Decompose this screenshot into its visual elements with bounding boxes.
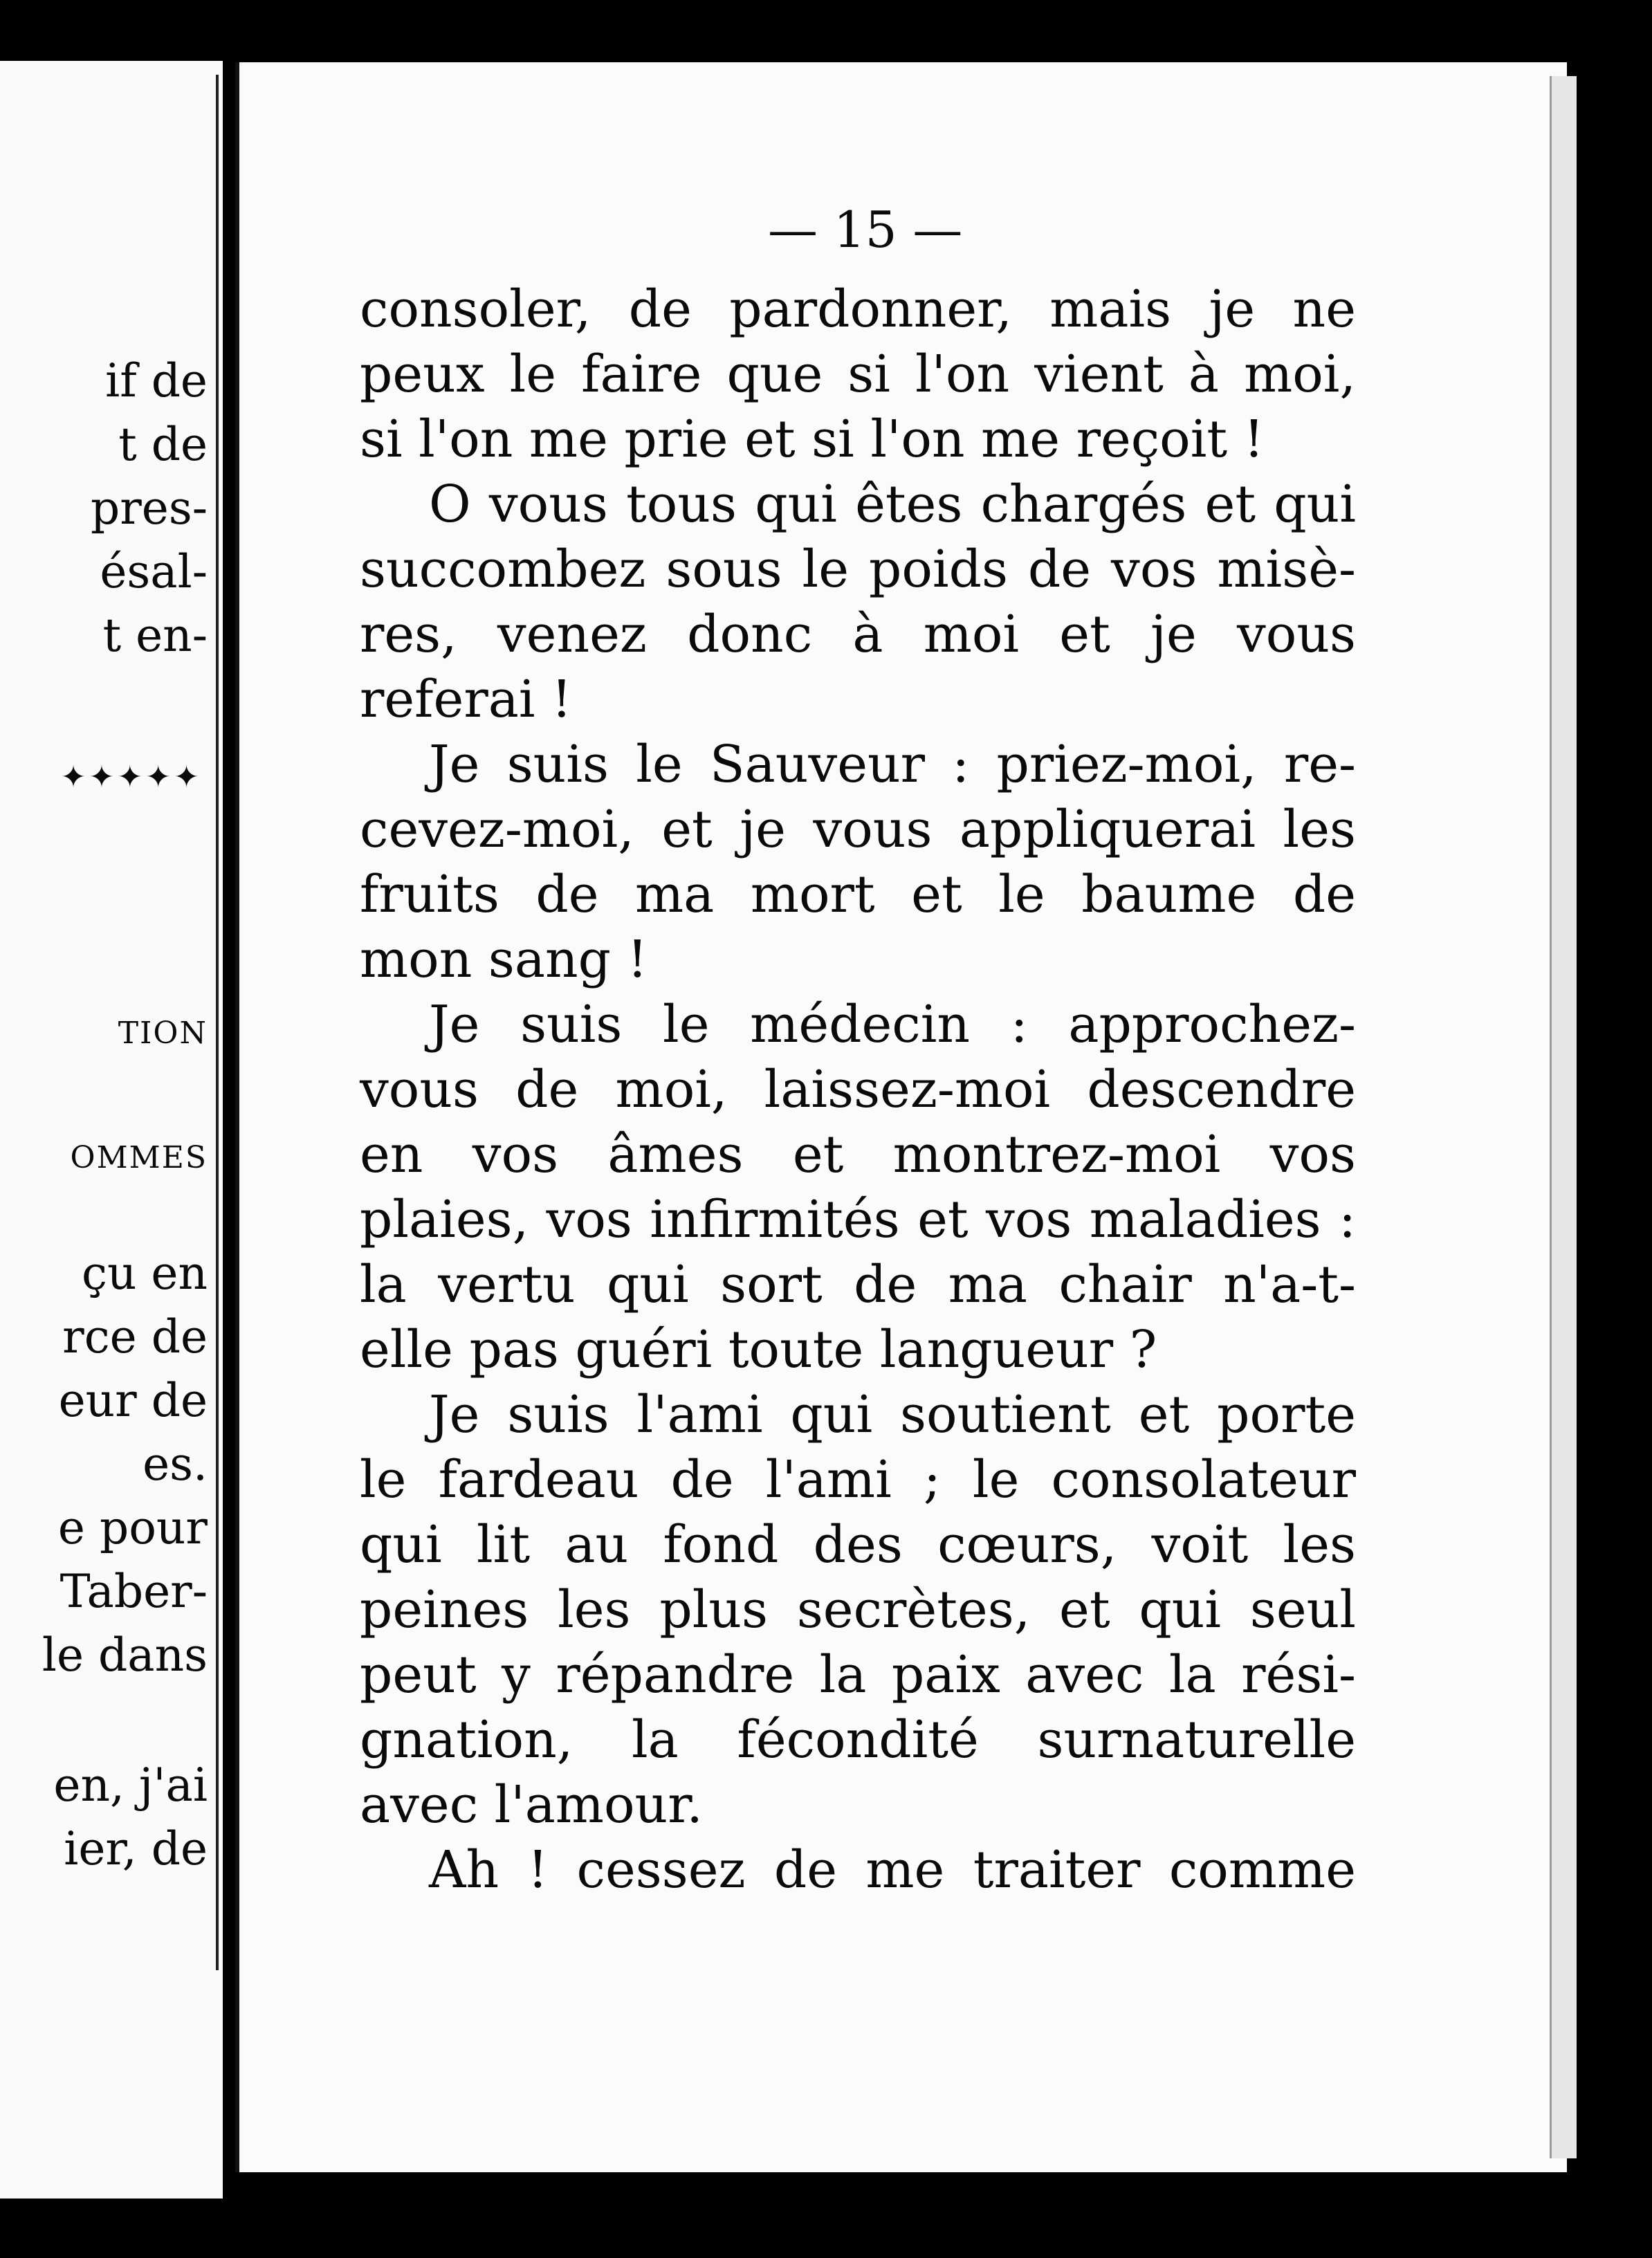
left-line: t de <box>118 418 208 471</box>
text-line: le fardeau de l'ami ; le consolateur <box>360 1450 1356 1509</box>
text-line: avec l'amour. <box>360 1775 703 1835</box>
text-line: elle pas guéri toute langueur ? <box>360 1320 1157 1379</box>
left-line: çu en <box>81 1247 208 1300</box>
text-line: peines les plus secrètes, et qui seul <box>360 1580 1356 1640</box>
text-line: fruits de ma mort et le baume de <box>360 865 1356 924</box>
text-line: succombez sous le poids de vos misè- <box>360 540 1356 599</box>
text-line: si l'on me prie et si l'on me reçoit ! <box>360 410 1265 469</box>
page-number: — 15 — <box>768 201 963 259</box>
left-line: le dans <box>42 1628 208 1682</box>
text-line: la vertu qui sort de ma chair n'a-t- <box>360 1255 1356 1314</box>
left-line: t en- <box>102 609 208 662</box>
text-line: Ah ! cessez de me traiter comme <box>429 1840 1356 1900</box>
left-line: en, j'ai <box>53 1759 208 1812</box>
left-facing-page <box>0 61 223 2199</box>
text-line: cevez-moi, et je vous appliquerai les <box>360 800 1356 859</box>
left-heading: OMMES <box>70 1140 208 1175</box>
left-page-gutter <box>216 75 219 1970</box>
text-line: gnation, la fécondité surnaturelle <box>360 1710 1356 1770</box>
text-line: peux le faire que si l'on vient à moi, <box>360 345 1356 404</box>
text-line: O vous tous qui êtes chargés et qui <box>429 475 1356 534</box>
text-line: res, venez donc à moi et je vous <box>360 605 1356 664</box>
left-line: Taber- <box>59 1565 208 1618</box>
left-heading: TION <box>118 1016 208 1051</box>
left-line: es. <box>143 1438 208 1491</box>
left-line: if de <box>105 354 208 407</box>
text-line: mon sang ! <box>360 930 648 989</box>
text-line: Je suis le Sauveur : priez-moi, re- <box>429 735 1356 794</box>
text-line: vous de moi, laissez-moi descendre <box>360 1060 1356 1119</box>
left-line: rce de <box>62 1310 208 1364</box>
left-line: ésal- <box>100 545 208 598</box>
ornament-divider: ✦✦✦✦✦ <box>60 760 202 795</box>
text-line: referai ! <box>360 670 572 729</box>
page-edge <box>1550 76 1577 2158</box>
text-line: Je suis l'ami qui soutient et porte <box>429 1385 1356 1444</box>
left-line: eur de <box>58 1374 208 1427</box>
text-line: Je suis le médecin : approchez- <box>429 995 1356 1054</box>
text-line: peut y répandre la paix avec la rési- <box>360 1645 1356 1705</box>
left-line: pres- <box>90 481 208 535</box>
text-line: en vos âmes et montrez-moi vos <box>360 1125 1356 1184</box>
left-line: ier, de <box>64 1822 208 1875</box>
text-line: plaies, vos infirmités et vos maladies : <box>360 1190 1356 1249</box>
text-line: qui lit au fond des cœurs, voit les <box>360 1515 1356 1575</box>
text-line: consoler, de pardonner, mais je ne <box>360 279 1356 339</box>
left-line: e pour <box>57 1501 208 1554</box>
